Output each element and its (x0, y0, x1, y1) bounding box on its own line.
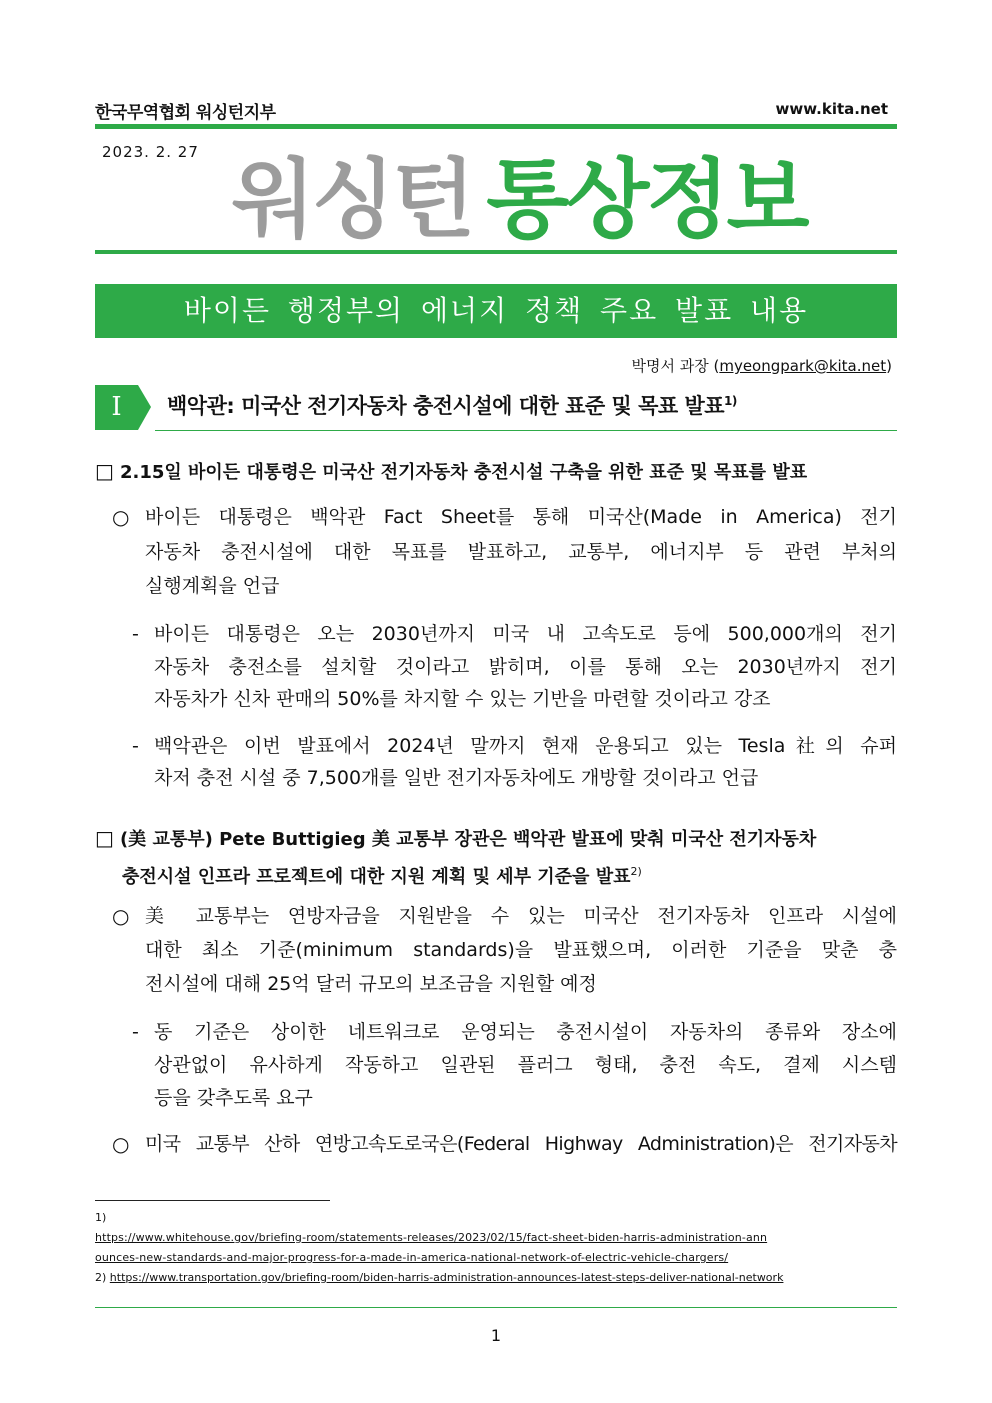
dash-3-line-3: 등을 갖추도록 요구 (154, 1087, 313, 1109)
publish-date: 2023. 2. 27 (102, 143, 199, 161)
footnote-1-link-cont[interactable] (95, 1248, 728, 1267)
masthead-gray: 워싱턴 (232, 150, 473, 250)
footnote-2 (95, 1268, 783, 1287)
dash-1-line-2: 자동차 충전소를 설치할 것이라고 밝히며, 이를 통해 오는 2030년까지 전기 (154, 656, 897, 678)
footnote-2-number: 2) (95, 1271, 107, 1284)
footnote-ref-2[interactable]: 2) (630, 865, 642, 878)
dash-bullet-icon: - (132, 623, 139, 645)
circle-1-line-1: 바이든 대통령은 백악관 Fact Sheet를 통해 미국산(Made in America) 전기 (145, 506, 897, 528)
circle-2-line-2: 대한 최소 기준(minimum standards)을 발표했으며, 이러한 기준을 맞춘 충 (145, 939, 897, 961)
header-rule (95, 124, 897, 129)
masthead-rule (95, 250, 897, 254)
page-number: 1 (490, 1326, 502, 1345)
dash-2-line-2: 차저 충전 시설 중 7,500개를 일반 전기자동차에도 개방할 것이라고 언급 (154, 767, 759, 789)
circle-3-line-1: 미국 교통부 산하 연방고속도로국은(Federal Highway Administration)은 전기자동차 (145, 1133, 897, 1155)
footnote-ref-1[interactable]: 1) (724, 394, 737, 408)
dash-3-line-1: 동 기준은 상이한 네트워크로 운영되는 충전시설이 자동차의 종류와 장소에 (154, 1021, 897, 1043)
bullet-square-2 (95, 822, 816, 856)
circle-bullet-icon: ○ (112, 1132, 130, 1156)
section-rule (155, 430, 897, 431)
bullet-heading-2-line-2-wrap (122, 855, 642, 893)
footnote-2-url[interactable]: https://www.transportation.gov/briefing-room/biden-harris-administration-announces-latest-steps-deliver-national-network (109, 1271, 784, 1284)
circle-1-line-3: 실행계획을 언급 (145, 575, 280, 597)
circle-bullet-icon: ○ (112, 904, 130, 928)
circle-2-line-3: 전시설에 대해 25억 달러 규모의 보조금을 지원할 예정 (145, 973, 597, 995)
square-bullet-icon: □ (95, 826, 114, 850)
bullet-heading-1: 2.15일 바이든 대통령은 미국산 전기자동차 충전시설 구축을 위한 표준 및 목표를 발표 (119, 462, 808, 483)
website-url[interactable]: www.kita.net (775, 100, 888, 118)
author-email-link[interactable]: myeongpark@kita.net (719, 357, 887, 375)
footer-rule (95, 1307, 897, 1308)
bullet-heading-2-line-2: 충전시설 인프라 프로젝트에 대한 지원 계획 및 세부 기준을 발표 (122, 866, 631, 888)
masthead-title (232, 150, 807, 250)
circle-1-line-2: 자동차 충전시설에 대한 목표를 발표하고, 교통부, 에너지부 등 관련 부처의 (145, 541, 897, 563)
footnote-1-url-line-1[interactable]: https://www.whitehouse.gov/briefing-room/statements-releases/2023/02/15/fact-sheet-biden-harris-administration-ann (95, 1231, 768, 1244)
section-number-box: Ⅰ (95, 385, 138, 430)
bullet-heading-2-line-1: (美 교통부) Pete Buttigieg 美 교통부 장관은 백악관 발표에 맞춰 미국산 전기자동차 (119, 829, 817, 850)
circle-bullet-icon: ○ (112, 505, 130, 529)
author-suffix: ) (886, 357, 892, 375)
dash-bullet-icon: - (132, 1021, 139, 1043)
footnote-1-url-line-2[interactable]: ounces-new-standards-and-major-progress-for-a-made-in-america-national-network-of-electric-vehicle-chargers/ (95, 1251, 729, 1264)
footnote-1-number: 1) (95, 1211, 107, 1224)
footnote-1-link[interactable] (95, 1228, 897, 1247)
dash-1-line-3: 자동차가 신차 판매의 50%를 차지할 수 있는 기반을 마련할 것이라고 강조 (154, 688, 771, 710)
dash-3-line-2: 상관없이 유사하게 작동하고 일관된 플러그 형태, 충전 속도, 결제 시스템 (154, 1054, 897, 1076)
section-title-text: 백악관: 미국산 전기자동차 충전시설에 대한 표준 및 목표 발표 (167, 394, 725, 418)
document-title-banner: 바이든 행정부의 에너지 정책 주요 발표 내용 (95, 284, 897, 338)
dash-1-line-1: 바이든 대통령은 오는 2030년까지 미국 내 고속도로 등에 500,000개의 전기 (154, 623, 897, 645)
circle-2-line-1: 美 교통부는 연방자금을 지원받을 수 있는 미국산 전기자동차 인프라 시설에 (145, 905, 897, 927)
dash-2-line-1: 백악관은 이번 발표에서 2024년 말까지 현재 운용되고 있는 Tesla社의 슈퍼 (154, 735, 897, 757)
organization-name: 한국무역협회 워싱턴지부 (95, 103, 276, 123)
bullet-square-1 (95, 455, 807, 489)
masthead-green: 통상정보 (486, 150, 807, 250)
author-line (631, 355, 892, 376)
section-arrow-icon (138, 385, 151, 430)
section-title (167, 390, 737, 420)
dash-bullet-icon: - (132, 735, 139, 757)
square-bullet-icon: □ (95, 459, 114, 483)
footnote-rule (95, 1200, 330, 1201)
author-name: 박명서 과장 ( (631, 357, 720, 375)
